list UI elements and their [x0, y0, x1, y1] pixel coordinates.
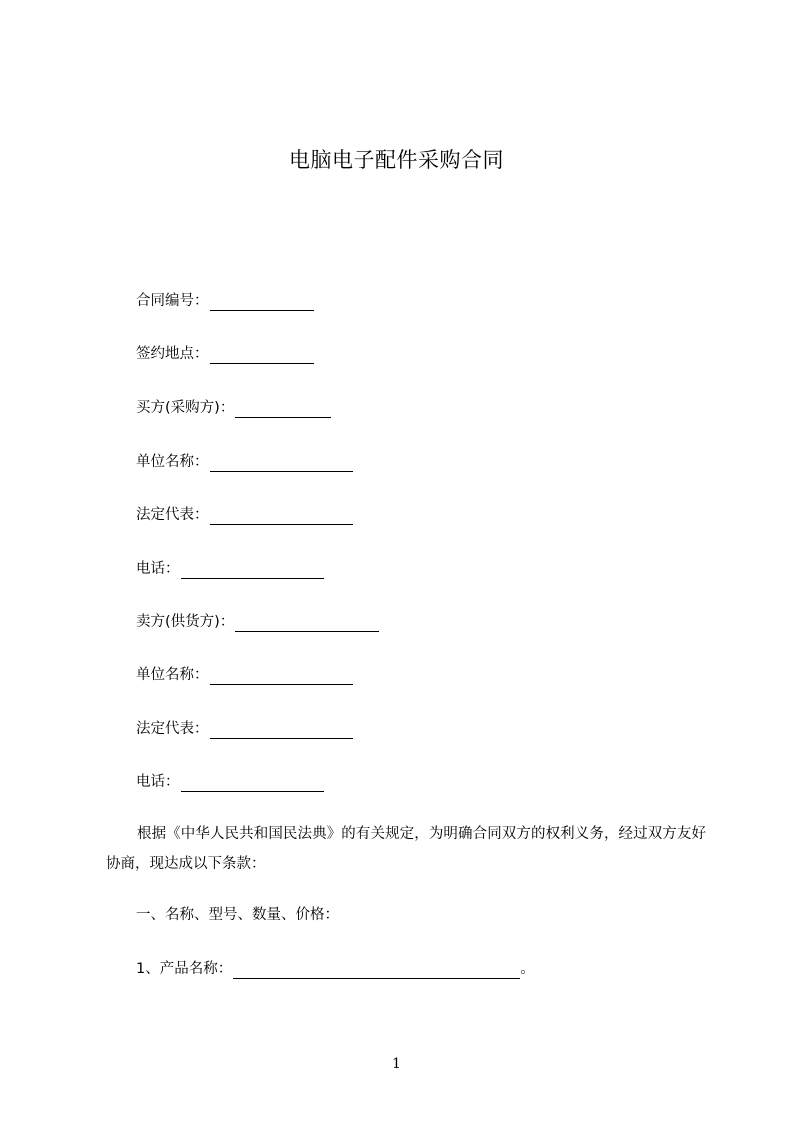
field-label: 电话： — [136, 561, 180, 577]
document-title: 电脑电子配件采购合同 — [289, 148, 504, 172]
fill-in-blank[interactable] — [210, 456, 353, 472]
field-label: 合同编号： — [136, 293, 209, 309]
fill-in-blank[interactable] — [210, 295, 314, 311]
field-label: 签约地点： — [136, 346, 209, 362]
fill-in-blank[interactable] — [210, 669, 353, 685]
intro-paragraph: 根据《中华人民共和国民法典》的有关规定，为明确合同双方的权利义务，经过双方友好协商，现达成以下条款： — [106, 826, 706, 872]
fill-in-blank[interactable] — [210, 509, 353, 525]
fill-in-blank[interactable] — [210, 348, 314, 364]
field-label: 1、产品名称： — [136, 961, 233, 977]
field-label: 买方(采购方)： — [136, 400, 235, 416]
field-label: 法定代表： — [136, 507, 209, 523]
section-heading: 一、名称、型号、数量、价格： — [136, 907, 339, 923]
seller-legal-rep-field — [136, 719, 353, 739]
field-label: 电话： — [136, 774, 180, 790]
seller-phone-field — [136, 772, 324, 792]
fill-in-blank[interactable] — [181, 776, 324, 792]
seller-field — [136, 612, 379, 632]
fill-in-blank[interactable] — [235, 616, 379, 632]
field-label: 单位名称： — [136, 667, 209, 683]
product-name-field — [136, 959, 535, 979]
buyer-legal-rep-field — [136, 505, 353, 525]
fill-in-blank[interactable] — [235, 402, 331, 418]
buyer-phone-field — [136, 559, 324, 579]
buyer-company-field — [136, 452, 353, 472]
fill-in-blank[interactable] — [233, 963, 520, 979]
field-label: 法定代表： — [136, 721, 209, 737]
field-label: 卖方(供货方)： — [136, 614, 235, 630]
field-label: 单位名称： — [136, 454, 209, 470]
fill-in-blank[interactable] — [181, 563, 324, 579]
contract-number-field — [136, 291, 314, 311]
buyer-field — [136, 398, 331, 418]
page-number: 1 — [392, 1056, 401, 1072]
signing-place-field — [136, 344, 314, 364]
seller-company-field — [136, 665, 353, 685]
fill-in-blank[interactable] — [210, 723, 353, 739]
period-mark: 。 — [520, 961, 535, 977]
